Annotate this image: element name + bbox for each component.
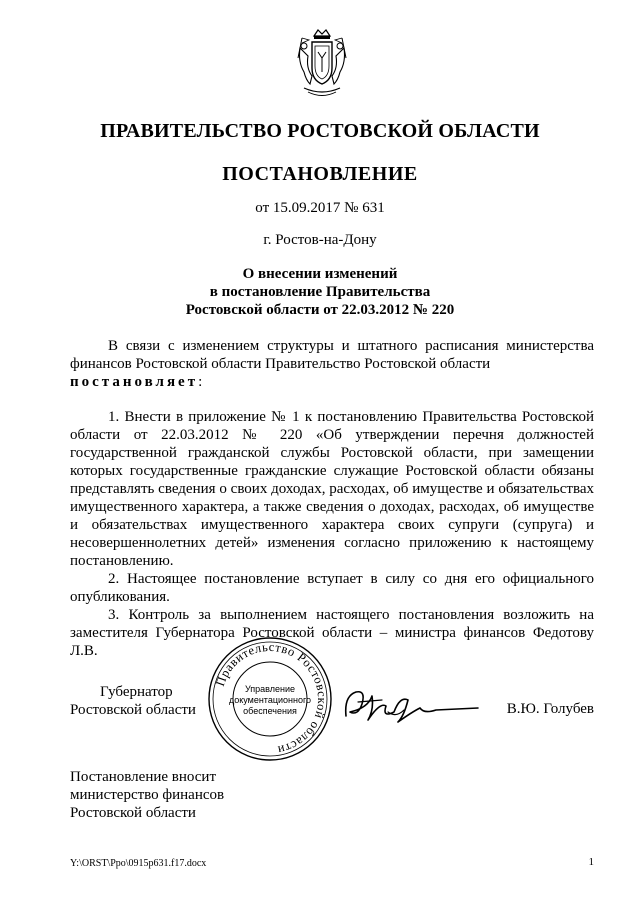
- stamp-center-line: документационного: [228, 695, 312, 705]
- submitter-line: Ростовской области: [70, 805, 196, 821]
- preamble-text: В связи с изменением структуры и штатного расписания министерства финансов Ростовской области Правительство Ростовской области: [70, 338, 594, 372]
- resolves-word: постановляет: [70, 374, 199, 390]
- submitter-line: министерство финансов: [70, 787, 225, 803]
- item-paragraph: 2. Настоящее постановление вступает в силу со дня его официального опубликования.: [70, 571, 594, 605]
- document-subject: [0, 265, 640, 319]
- preamble-paragraph: [70, 337, 594, 391]
- official-stamp: [205, 634, 335, 764]
- footer-file-path: Y:\ORST\Ppo\0915p631.f17.docx: [70, 858, 207, 869]
- page-number: 1: [588, 856, 594, 868]
- subject-line: Ростовской области от 22.03.2012 № 220: [185, 302, 455, 318]
- document-body: [70, 337, 594, 660]
- document-date-number: от 15.09.2017 № 631: [255, 200, 385, 216]
- stamp-center-line: обеспечения: [243, 706, 297, 716]
- subject-line: в постановление Правительства: [209, 284, 431, 300]
- signatory-title-line: Губернатор: [100, 684, 173, 700]
- stamp-center-line: Управление: [244, 684, 296, 694]
- submitter-note: [70, 768, 224, 822]
- submitter-line: Постановление вносит: [70, 769, 217, 785]
- document-city: г. Ростов-на-Дону: [263, 232, 377, 248]
- item-paragraph: 3. Контроль за выполнением настоящего постановления возложить на заместителя Губернатора Ростовской области – министра финансов Федотову Л.В.: [70, 607, 594, 659]
- item-paragraph: 1. Внести в приложение № 1 к постановлению Правительства Ростовской области от 22.03.2012 № 220 «Об утверждении перечня должностей государственной гражданской службы Ростовской области, при замещении которых государственные гражданские служащие Ростовской области обязаны представлять сведения о своих доходах, расходах, об имуществе и обязательствах имущественного характера, а также сведения о доходах, расходах, об имуществе и обязательствах имущественного характера своих супруги (супруга) и несовершеннолетних детей» изменения согласно приложению к настоящему постановлению.: [70, 409, 594, 569]
- document-type-title: ПОСТАНОВЛЕНИЕ: [222, 163, 418, 185]
- signatory-name: В.Ю. Голубев: [506, 701, 594, 717]
- subject-line: О внесении изменений: [242, 266, 398, 282]
- stamp-ring-text: Правительство Ростовской области: [212, 639, 330, 758]
- signatory-title-line: Ростовской области: [70, 702, 196, 718]
- organization-title: ПРАВИТЕЛЬСТВО РОСТОВСКОЙ ОБЛАСТИ: [100, 120, 540, 142]
- handwritten-signature: [338, 682, 488, 732]
- coat-of-arms-icon: [296, 28, 348, 100]
- resolves-colon: :: [198, 374, 203, 390]
